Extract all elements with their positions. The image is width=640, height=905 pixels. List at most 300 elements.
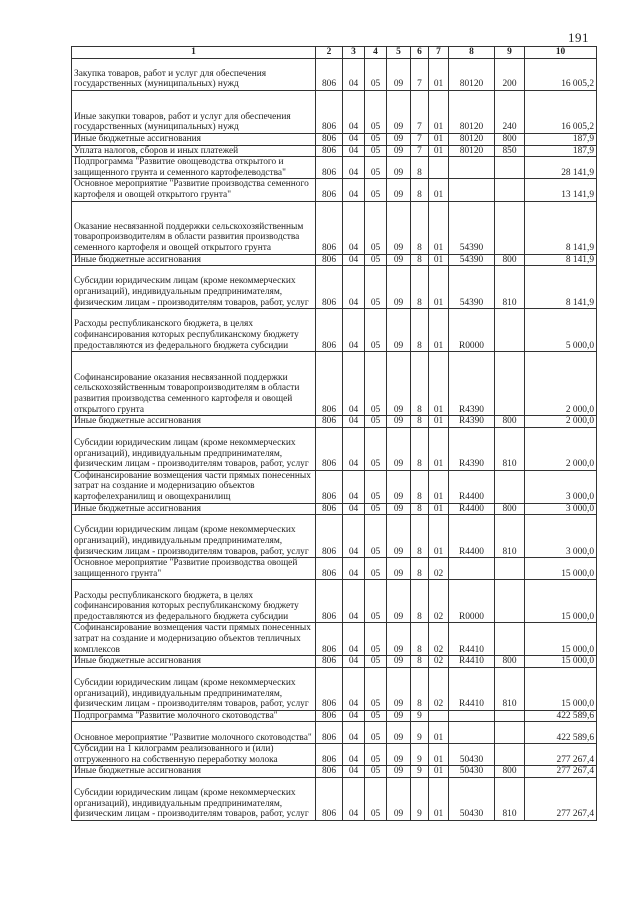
amount-text: 2 000,0 xyxy=(565,459,594,470)
row-amount xyxy=(525,580,597,623)
code-text: 806 xyxy=(321,503,337,514)
row-code-c7 xyxy=(429,145,449,157)
row-code-c3 xyxy=(343,179,365,201)
row-amount xyxy=(525,352,597,416)
row-code-c5 xyxy=(387,309,411,352)
row-amount xyxy=(525,470,597,503)
row-code-c8 xyxy=(449,416,495,428)
row-code-c3 xyxy=(343,59,365,91)
description-text: Подпрограмма "Развитие молочного скотоводства" xyxy=(74,710,278,721)
code-text: 806 xyxy=(321,340,337,351)
code-text: 8 xyxy=(417,404,422,415)
code-text: 01 xyxy=(433,732,444,743)
code-text: 01 xyxy=(433,145,444,156)
amount-text: 277 267,4 xyxy=(556,809,594,820)
row-description xyxy=(72,91,316,134)
table-row xyxy=(72,667,597,710)
row-code-c3 xyxy=(343,157,365,179)
row-code-c3 xyxy=(343,656,365,668)
code-text: 806 xyxy=(321,297,337,308)
description-text: Субсидии юридическим лицам (кроме некоммерческих организаций), индивидуальным предпринимателям, физическим лицам - производителям товаров, работ, услуг xyxy=(74,525,309,557)
row-code-c2 xyxy=(316,145,343,157)
code-text: 01 xyxy=(433,809,444,820)
description-text: Иные закупки товаров, работ и услуг для обеспечения государственных (муниципальных) нужд xyxy=(74,111,291,133)
row-code-c5 xyxy=(387,134,411,146)
code-text: 05 xyxy=(370,459,381,470)
code-text: 8 xyxy=(417,167,422,178)
page-number: 191 xyxy=(568,30,589,45)
row-code-c5 xyxy=(387,710,411,722)
description-text: Иные бюджетные ассигнования xyxy=(74,134,201,144)
code-text: 806 xyxy=(321,809,337,820)
code-text: 01 xyxy=(433,546,444,557)
code-text: 806 xyxy=(321,145,337,156)
row-description xyxy=(72,470,316,503)
code-text: 80120 xyxy=(459,122,484,133)
row-code-c7 xyxy=(429,352,449,416)
code-text: 9 xyxy=(417,809,422,820)
code-text: 09 xyxy=(393,809,404,820)
code-text: 01 xyxy=(433,134,444,144)
code-text: 05 xyxy=(370,503,381,514)
code-text: 09 xyxy=(393,167,404,178)
row-code-c3 xyxy=(343,580,365,623)
row-code-c7 xyxy=(429,254,449,266)
row-code-c6 xyxy=(411,515,429,558)
row-code-c2 xyxy=(316,744,343,766)
code-text: 05 xyxy=(370,254,381,265)
table-row xyxy=(72,503,597,515)
row-code-c5 xyxy=(387,580,411,623)
code-text: 02 xyxy=(433,611,444,622)
row-code-c9 xyxy=(495,427,525,470)
row-code-c4 xyxy=(365,309,387,352)
row-code-c6 xyxy=(411,91,429,134)
row-code-c2 xyxy=(316,254,343,266)
row-amount xyxy=(525,179,597,201)
row-description xyxy=(72,254,316,266)
row-code-c8 xyxy=(449,59,495,91)
row-code-c6 xyxy=(411,656,429,668)
row-code-c6 xyxy=(411,744,429,766)
code-text: 01 xyxy=(433,79,444,90)
code-text: 8 xyxy=(417,503,422,514)
code-text: 09 xyxy=(393,79,404,90)
code-text: 806 xyxy=(321,242,337,253)
row-code-c6 xyxy=(411,266,429,309)
description-text: Иные бюджетные ассигнования xyxy=(74,656,201,667)
row-code-c3 xyxy=(343,309,365,352)
code-text: 8 xyxy=(417,189,422,200)
row-code-c8 xyxy=(449,515,495,558)
code-text: 05 xyxy=(370,404,381,415)
table-row xyxy=(72,710,597,722)
row-code-c5 xyxy=(387,623,411,656)
row-code-c7 xyxy=(429,778,449,821)
row-code-c6 xyxy=(411,580,429,623)
table-row xyxy=(72,309,597,352)
row-description xyxy=(72,515,316,558)
code-text: 05 xyxy=(370,167,381,178)
row-code-c8 xyxy=(449,134,495,146)
description-text: Иные бюджетные ассигнования xyxy=(74,416,201,427)
code-text: R4400 xyxy=(458,491,484,502)
code-text: 810 xyxy=(502,297,517,308)
column-header: 9 xyxy=(495,47,525,59)
row-code-c8 xyxy=(449,201,495,254)
amount-text: 28 141,9 xyxy=(561,167,594,178)
table-row xyxy=(72,201,597,254)
amount-text: 15 000,0 xyxy=(561,611,594,622)
code-text: 09 xyxy=(393,546,404,557)
row-description xyxy=(72,59,316,91)
code-text: 8 xyxy=(417,699,422,710)
row-description xyxy=(72,667,316,710)
amount-text: 277 267,4 xyxy=(556,754,594,765)
row-code-c6 xyxy=(411,59,429,91)
row-code-c5 xyxy=(387,91,411,134)
row-code-c9 xyxy=(495,201,525,254)
code-text: 54390 xyxy=(459,254,484,265)
row-code-c3 xyxy=(343,416,365,428)
row-code-c4 xyxy=(365,558,387,580)
row-amount xyxy=(525,416,597,428)
row-code-c5 xyxy=(387,157,411,179)
row-code-c2 xyxy=(316,134,343,146)
row-amount xyxy=(525,254,597,266)
row-code-c4 xyxy=(365,766,387,778)
code-text: 09 xyxy=(393,732,404,743)
code-text: 806 xyxy=(321,546,337,557)
row-code-c2 xyxy=(316,722,343,744)
code-text: 8 xyxy=(417,611,422,622)
code-text: 810 xyxy=(502,546,517,557)
code-text: 806 xyxy=(321,79,337,90)
code-text: 806 xyxy=(321,491,337,502)
row-code-c7 xyxy=(429,470,449,503)
code-text: 8 xyxy=(417,546,422,557)
code-text: 05 xyxy=(370,809,381,820)
row-amount xyxy=(525,558,597,580)
row-description xyxy=(72,309,316,352)
code-text: 806 xyxy=(321,644,337,655)
code-text: R4410 xyxy=(458,644,484,655)
amount-text: 3 000,0 xyxy=(565,503,594,514)
code-text: 09 xyxy=(393,699,404,710)
code-text: R0000 xyxy=(458,340,484,351)
table-row xyxy=(72,558,597,580)
row-code-c5 xyxy=(387,145,411,157)
code-text: 01 xyxy=(433,404,444,415)
description-text: Основное мероприятие "Развитие производства семенного картофеля и овощей открытого грунта" xyxy=(74,179,309,200)
row-code-c5 xyxy=(387,558,411,580)
amount-text: 15 000,0 xyxy=(561,568,594,579)
row-code-c8 xyxy=(449,744,495,766)
code-text: 09 xyxy=(393,254,404,265)
code-text: 800 xyxy=(502,656,517,667)
code-text: 01 xyxy=(433,459,444,470)
row-code-c9 xyxy=(495,134,525,146)
amount-text: 16 005,2 xyxy=(561,79,594,90)
row-code-c7 xyxy=(429,91,449,134)
row-code-c7 xyxy=(429,623,449,656)
code-text: 8 xyxy=(417,656,422,667)
code-text: 01 xyxy=(433,242,444,253)
table-row xyxy=(72,134,597,146)
code-text: 04 xyxy=(348,710,359,721)
code-text: 9 xyxy=(417,732,422,743)
row-code-c5 xyxy=(387,427,411,470)
row-code-c3 xyxy=(343,778,365,821)
code-text: 9 xyxy=(417,754,422,765)
row-code-c9 xyxy=(495,778,525,821)
code-text: 04 xyxy=(348,134,359,144)
row-code-c2 xyxy=(316,778,343,821)
code-text: 04 xyxy=(348,546,359,557)
table-row xyxy=(72,656,597,668)
row-code-c5 xyxy=(387,470,411,503)
amount-text: 16 005,2 xyxy=(561,122,594,133)
code-text: 04 xyxy=(348,254,359,265)
table-row xyxy=(72,59,597,91)
table-row xyxy=(72,778,597,821)
code-text: 04 xyxy=(348,297,359,308)
row-code-c6 xyxy=(411,309,429,352)
row-code-c3 xyxy=(343,427,365,470)
column-header: 3 xyxy=(343,47,365,59)
row-code-c4 xyxy=(365,515,387,558)
row-code-c5 xyxy=(387,254,411,266)
row-code-c8 xyxy=(449,710,495,722)
code-text: 54390 xyxy=(459,297,484,308)
code-text: 806 xyxy=(321,766,337,777)
code-text: 09 xyxy=(393,145,404,156)
row-code-c6 xyxy=(411,201,429,254)
row-code-c4 xyxy=(365,145,387,157)
code-text: 806 xyxy=(321,732,337,743)
row-code-c4 xyxy=(365,722,387,744)
row-code-c3 xyxy=(343,254,365,266)
row-code-c6 xyxy=(411,352,429,416)
row-description xyxy=(72,558,316,580)
row-code-c6 xyxy=(411,470,429,503)
row-description xyxy=(72,352,316,416)
code-text: 806 xyxy=(321,699,337,710)
row-code-c4 xyxy=(365,744,387,766)
row-description xyxy=(72,201,316,254)
row-code-c8 xyxy=(449,580,495,623)
row-code-c3 xyxy=(343,515,365,558)
row-code-c4 xyxy=(365,580,387,623)
code-text: 7 xyxy=(417,145,422,156)
code-text: 05 xyxy=(370,710,381,721)
row-description xyxy=(72,427,316,470)
description-text: Оказание несвязанной поддержки сельскохозяйственным товаропроизводителям в области развития производства семенного картофеля и овощей открытого грунта xyxy=(74,221,304,253)
code-text: 810 xyxy=(502,809,517,820)
code-text: 04 xyxy=(348,503,359,514)
row-code-c3 xyxy=(343,503,365,515)
row-code-c2 xyxy=(316,266,343,309)
row-code-c4 xyxy=(365,134,387,146)
code-text: 04 xyxy=(348,766,359,777)
code-text: 09 xyxy=(393,122,404,133)
amount-text: 8 141,9 xyxy=(565,242,594,253)
row-code-c4 xyxy=(365,623,387,656)
code-text: 806 xyxy=(321,459,337,470)
description-text: Расходы республиканского бюджета, в целях софинансирования которых республиканскому бюджету предоставляются из федерального бюджета субсидии xyxy=(74,590,299,622)
code-text: 05 xyxy=(370,340,381,351)
code-text: 50430 xyxy=(459,809,484,820)
row-code-c8 xyxy=(449,145,495,157)
code-text: 04 xyxy=(348,644,359,655)
code-text: 09 xyxy=(393,340,404,351)
row-code-c5 xyxy=(387,179,411,201)
row-amount xyxy=(525,623,597,656)
code-text: 850 xyxy=(502,145,517,156)
code-text: 01 xyxy=(433,754,444,765)
row-code-c5 xyxy=(387,656,411,668)
row-code-c4 xyxy=(365,157,387,179)
row-description xyxy=(72,416,316,428)
row-description xyxy=(72,778,316,821)
code-text: 8 xyxy=(417,297,422,308)
amount-text: 8 141,9 xyxy=(565,254,594,265)
row-code-c3 xyxy=(343,91,365,134)
code-text: 09 xyxy=(393,242,404,253)
row-code-c7 xyxy=(429,558,449,580)
row-code-c3 xyxy=(343,667,365,710)
row-code-c4 xyxy=(365,201,387,254)
row-code-c2 xyxy=(316,580,343,623)
row-code-c7 xyxy=(429,134,449,146)
row-code-c7 xyxy=(429,427,449,470)
row-code-c8 xyxy=(449,558,495,580)
row-code-c9 xyxy=(495,470,525,503)
amount-text: 187,9 xyxy=(572,145,594,156)
row-code-c6 xyxy=(411,766,429,778)
row-description xyxy=(72,145,316,157)
row-code-c2 xyxy=(316,416,343,428)
row-code-c8 xyxy=(449,778,495,821)
code-text: 54390 xyxy=(459,242,484,253)
row-description xyxy=(72,134,316,146)
code-text: 05 xyxy=(370,568,381,579)
code-text: 09 xyxy=(393,656,404,667)
code-text: 09 xyxy=(393,503,404,514)
row-amount xyxy=(525,201,597,254)
code-text: 800 xyxy=(502,416,517,427)
row-description xyxy=(72,503,316,515)
header-row xyxy=(72,47,597,59)
code-text: 09 xyxy=(393,134,404,144)
row-code-c2 xyxy=(316,427,343,470)
code-text: 8 xyxy=(417,242,422,253)
code-text: 05 xyxy=(370,699,381,710)
code-text: 800 xyxy=(502,254,517,265)
amount-text: 187,9 xyxy=(572,134,594,144)
code-text: 05 xyxy=(370,134,381,144)
code-text: 05 xyxy=(370,611,381,622)
row-amount xyxy=(525,656,597,668)
code-text: R0000 xyxy=(458,611,484,622)
row-description xyxy=(72,179,316,201)
row-code-c6 xyxy=(411,710,429,722)
code-text: 05 xyxy=(370,242,381,253)
row-code-c9 xyxy=(495,59,525,91)
code-text: 09 xyxy=(393,754,404,765)
row-code-c8 xyxy=(449,179,495,201)
row-code-c4 xyxy=(365,427,387,470)
code-text: 09 xyxy=(393,416,404,427)
row-code-c3 xyxy=(343,744,365,766)
row-code-c4 xyxy=(365,503,387,515)
code-text: 800 xyxy=(502,134,517,144)
table-row xyxy=(72,623,597,656)
code-text: 04 xyxy=(348,699,359,710)
code-text: 04 xyxy=(348,189,359,200)
row-code-c2 xyxy=(316,352,343,416)
row-code-c9 xyxy=(495,766,525,778)
column-header: 1 xyxy=(72,47,316,59)
code-text: 04 xyxy=(348,754,359,765)
row-code-c6 xyxy=(411,558,429,580)
row-code-c5 xyxy=(387,667,411,710)
amount-text: 422 589,6 xyxy=(556,732,594,743)
code-text: 05 xyxy=(370,416,381,427)
column-header: 5 xyxy=(387,47,411,59)
row-code-c6 xyxy=(411,722,429,744)
row-code-c7 xyxy=(429,503,449,515)
code-text: 09 xyxy=(393,491,404,502)
description-text: Субсидии юридическим лицам (кроме некоммерческих организаций), индивидуальным предпринимателям, физическим лицам - производителям товаров, работ, услуг xyxy=(74,437,309,470)
code-text: 806 xyxy=(321,656,337,667)
code-text: 02 xyxy=(433,568,444,579)
row-code-c7 xyxy=(429,710,449,722)
code-text: 01 xyxy=(433,416,444,427)
description-text: Основное мероприятие "Развитие производства овощей защищенного грунта" xyxy=(74,558,298,579)
row-description xyxy=(72,766,316,778)
code-text: 05 xyxy=(370,122,381,133)
column-header: 7 xyxy=(429,47,449,59)
code-text: 8 xyxy=(417,459,422,470)
row-code-c9 xyxy=(495,157,525,179)
code-text: 09 xyxy=(393,189,404,200)
code-text: R4400 xyxy=(458,546,484,557)
row-code-c5 xyxy=(387,416,411,428)
amount-text: 277 267,4 xyxy=(556,766,594,777)
row-code-c6 xyxy=(411,254,429,266)
code-text: R4400 xyxy=(458,503,484,514)
code-text: 09 xyxy=(393,766,404,777)
row-code-c4 xyxy=(365,59,387,91)
row-code-c7 xyxy=(429,59,449,91)
code-text: 806 xyxy=(321,167,337,178)
description-text: Иные бюджетные ассигнования xyxy=(74,766,201,777)
row-code-c4 xyxy=(365,266,387,309)
table-row xyxy=(72,91,597,134)
row-amount xyxy=(525,427,597,470)
code-text: 04 xyxy=(348,656,359,667)
row-code-c5 xyxy=(387,266,411,309)
row-code-c3 xyxy=(343,470,365,503)
code-text: 80120 xyxy=(459,145,484,156)
code-text: 80120 xyxy=(459,134,484,144)
amount-text: 2 000,0 xyxy=(565,404,594,415)
row-code-c4 xyxy=(365,179,387,201)
row-code-c2 xyxy=(316,157,343,179)
column-header: 4 xyxy=(365,47,387,59)
row-code-c7 xyxy=(429,515,449,558)
